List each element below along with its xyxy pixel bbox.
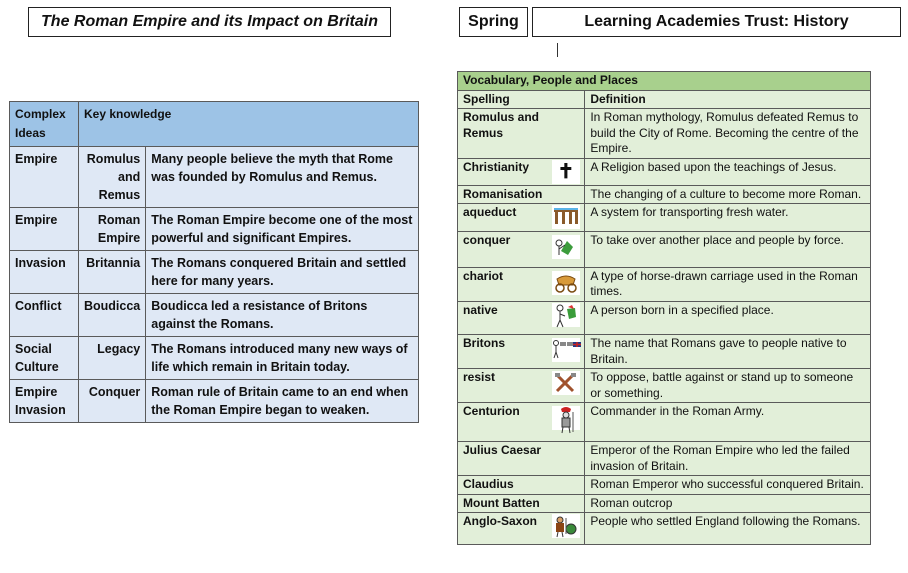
- vocab-row: [458, 109, 871, 159]
- term-cell: chariot: [458, 267, 548, 301]
- icon-cell: [547, 335, 585, 369]
- term-cell: Julius Caesar: [458, 442, 548, 476]
- vocab-row: [458, 231, 871, 267]
- definition-cell: Roman outcrop: [585, 494, 871, 513]
- idea-cell: Empire: [10, 147, 79, 208]
- term-cell: Mount Batten: [458, 494, 548, 513]
- vocab-title-row: [458, 72, 871, 91]
- key-cell: Britannia: [79, 251, 146, 294]
- vocabulary-table: [457, 71, 871, 545]
- native-icon: [552, 303, 580, 327]
- centurion-icon: [552, 406, 580, 430]
- vocab-row: [458, 335, 871, 369]
- table-row: [10, 294, 419, 337]
- key-cell: Boudicca: [79, 294, 146, 337]
- column-header-knowledge: Key knowledge: [79, 102, 419, 147]
- vocab-row: [458, 442, 871, 476]
- definition-cell: To oppose, battle against or stand up to someone or something.: [585, 369, 871, 403]
- text-cursor: [557, 43, 558, 57]
- document-title: The Roman Empire and its Impact on Britain: [28, 7, 391, 37]
- icon-cell: [547, 231, 585, 267]
- key-cell: Legacy: [79, 337, 146, 380]
- vocab-row: [458, 369, 871, 403]
- definition-cell: In Roman mythology, Romulus defeated Remus to build the City of Rome. Becoming the centre of the Empire.: [585, 109, 871, 159]
- definition-cell: People who settled England following the Romans.: [585, 513, 871, 545]
- column-header-spelling: Spelling: [458, 90, 585, 109]
- idea-cell: Empire Invasion: [10, 380, 79, 423]
- definition-cell: To take over another place and people by force.: [585, 231, 871, 267]
- definition-cell: A Religion based upon the teachings of Jesus.: [585, 158, 871, 185]
- desc-cell: The Roman Empire become one of the most powerful and significant Empires.: [146, 208, 419, 251]
- table-row: [10, 380, 419, 423]
- vocab-title: Vocabulary, People and Places: [458, 72, 871, 91]
- britons-icon: [552, 338, 580, 362]
- icon-cell: [547, 301, 585, 335]
- vocab-row: [458, 513, 871, 545]
- definition-cell: The changing of a culture to become more Roman.: [585, 185, 871, 204]
- key-cell: Roman Empire: [79, 208, 146, 251]
- definition-cell: A person born in a specified place.: [585, 301, 871, 335]
- definition-cell: Emperor of the Roman Empire who led the failed invasion of Britain.: [585, 442, 871, 476]
- icon-cell: [547, 185, 585, 204]
- term-cell: Christianity: [458, 158, 548, 185]
- idea-cell: Conflict: [10, 294, 79, 337]
- term-cell: Romulus and Remus: [458, 109, 548, 159]
- vocab-row: [458, 476, 871, 495]
- key-cell: Romulus and Remus: [79, 147, 146, 208]
- season-label: Spring: [459, 7, 528, 37]
- definition-cell: Commander in the Roman Army.: [585, 403, 871, 442]
- desc-cell: Roman rule of Britain came to an end when the Roman Empire began to weaken.: [146, 380, 419, 423]
- resist-icon: [552, 371, 580, 395]
- icon-cell: [547, 403, 585, 442]
- vocab-row: [458, 267, 871, 301]
- table-row: [10, 337, 419, 380]
- vocab-header-row: [458, 90, 871, 109]
- term-cell: Centurion: [458, 403, 548, 442]
- desc-cell: The Romans conquered Britain and settled here for many years.: [146, 251, 419, 294]
- vocab-row: [458, 403, 871, 442]
- anglo-saxon-icon: [552, 514, 580, 538]
- table-row: [10, 147, 419, 208]
- definition-cell: A system for transporting fresh water.: [585, 204, 871, 232]
- icon-cell: [547, 158, 585, 185]
- term-cell: Britons: [458, 335, 548, 369]
- vocab-row: [458, 185, 871, 204]
- icon-cell: [547, 476, 585, 495]
- idea-cell: Social Culture: [10, 337, 79, 380]
- column-header-ideas: Complex Ideas: [10, 102, 79, 147]
- vocab-row: [458, 204, 871, 232]
- aqueduct-icon: [552, 205, 580, 229]
- key-cell: Conquer: [79, 380, 146, 423]
- term-cell: Romanisation: [458, 185, 548, 204]
- icon-cell: [547, 109, 585, 159]
- term-cell: native: [458, 301, 548, 335]
- term-cell: conquer: [458, 231, 548, 267]
- term-cell: Anglo-Saxon: [458, 513, 548, 545]
- desc-cell: Many people believe the myth that Rome was founded by Romulus and Remus.: [146, 147, 419, 208]
- trust-label: Learning Academies Trust: History: [532, 7, 901, 37]
- icon-cell: [547, 369, 585, 403]
- table-header-row: [10, 102, 419, 147]
- icon-cell: [547, 442, 585, 476]
- term-cell: Claudius: [458, 476, 548, 495]
- definition-cell: A type of horse-drawn carriage used in the Roman times.: [585, 267, 871, 301]
- vocab-row: [458, 301, 871, 335]
- desc-cell: Boudicca led a resistance of Britons against the Romans.: [146, 294, 419, 337]
- conquer-icon: [552, 235, 580, 259]
- term-cell: resist: [458, 369, 548, 403]
- table-row: [10, 208, 419, 251]
- key-knowledge-table: [9, 101, 419, 423]
- icon-cell: [547, 267, 585, 301]
- desc-cell: The Romans introduced many new ways of life which remain in Britain today.: [146, 337, 419, 380]
- icon-cell: [547, 494, 585, 513]
- vocab-row: [458, 494, 871, 513]
- column-header-definition: Definition: [585, 90, 871, 109]
- idea-cell: Invasion: [10, 251, 79, 294]
- icon-cell: [547, 204, 585, 232]
- definition-cell: The name that Romans gave to people native to Britain.: [585, 335, 871, 369]
- chariot-icon: [552, 271, 580, 295]
- table-row: [10, 251, 419, 294]
- term-cell: aqueduct: [458, 204, 548, 232]
- icon-cell: [547, 513, 585, 545]
- cross-icon: ✝: [552, 160, 580, 184]
- definition-cell: Roman Emperor who successful conquered Britain.: [585, 476, 871, 495]
- idea-cell: Empire: [10, 208, 79, 251]
- vocab-row: [458, 158, 871, 185]
